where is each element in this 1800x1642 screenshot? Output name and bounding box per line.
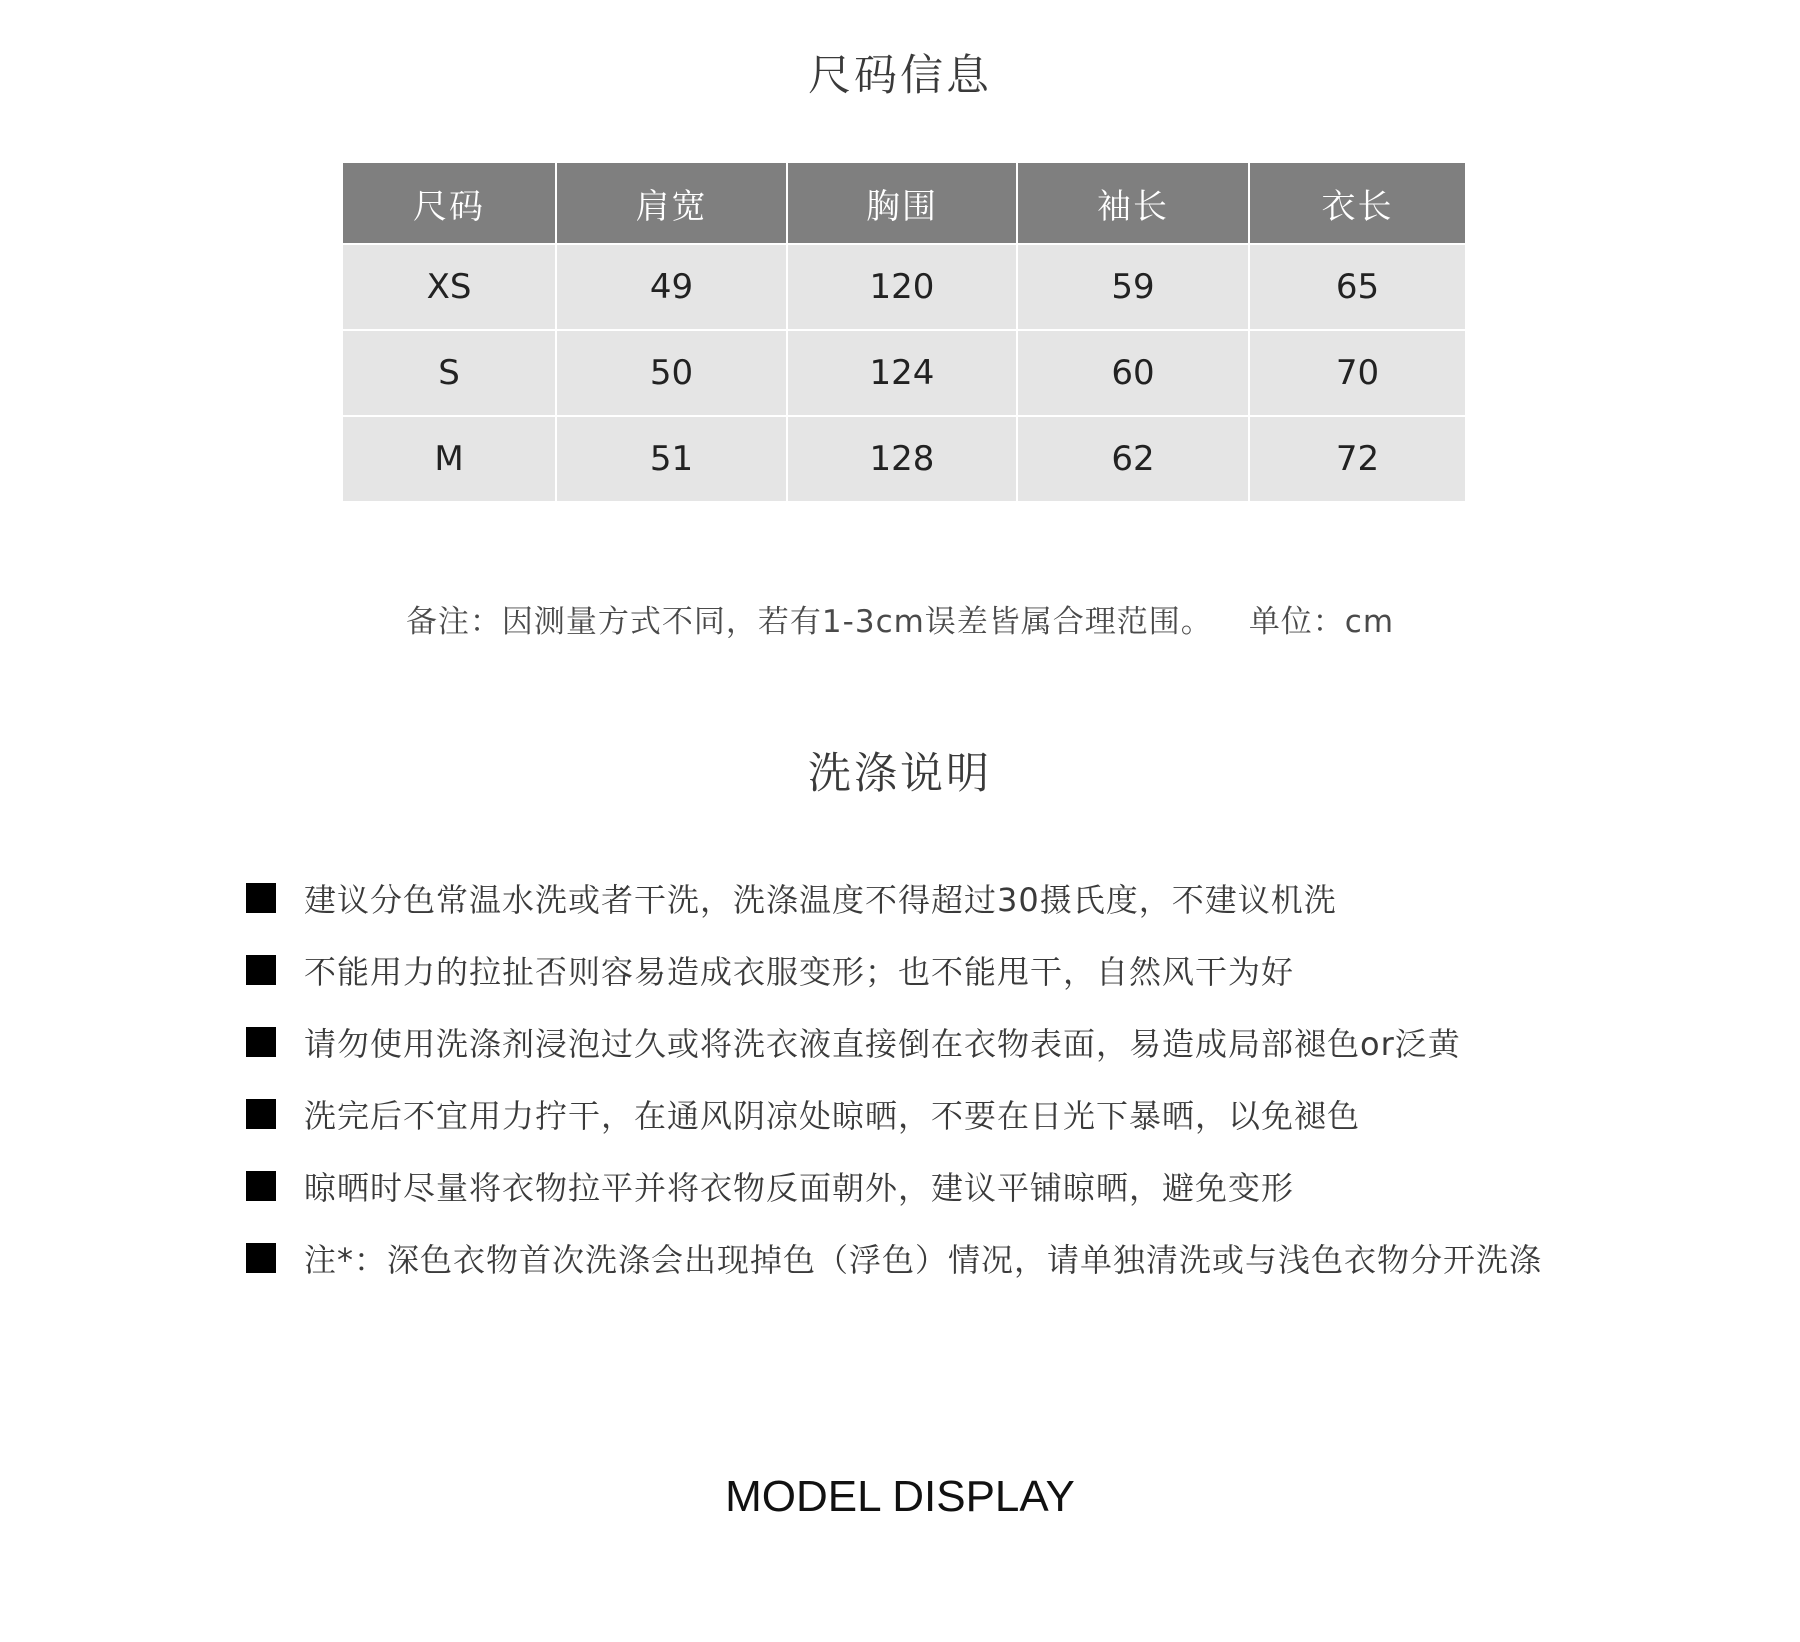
table-row xyxy=(343,416,1465,501)
wash-instructions-list xyxy=(246,862,1542,1294)
list-item-text: 建议分色常温水洗或者干洗，洗涤温度不得超过30摄氏度，不建议机洗 xyxy=(304,881,1337,919)
list-item-text: 注*：深色衣物首次洗涤会出现掉色（浮色）情况，请单独清洗或与浅色衣物分开洗涤 xyxy=(304,1241,1543,1279)
header-chest: 胸围 xyxy=(787,163,1017,244)
square-bullet-icon xyxy=(246,883,276,913)
wash-instructions-title: 洗涤说明 xyxy=(808,749,992,799)
header-sleeve-length: 袖长 xyxy=(1017,163,1249,244)
header-shoulder-width: 肩宽 xyxy=(556,163,787,244)
header-size: 尺码 xyxy=(343,163,556,244)
table-cell: XS xyxy=(343,244,556,330)
table-cell: 62 xyxy=(1017,416,1249,501)
table-cell: 72 xyxy=(1249,416,1465,501)
table-row xyxy=(343,330,1465,416)
size-info-title: 尺码信息 xyxy=(808,51,992,101)
square-bullet-icon xyxy=(246,955,276,985)
list-item-text: 请勿使用洗涤剂浸泡过久或将洗衣液直接倒在衣物表面，易造成局部褪色or泛黄 xyxy=(304,1025,1461,1063)
list-item xyxy=(246,1150,1542,1222)
list-item xyxy=(246,1222,1542,1294)
table-cell: 49 xyxy=(556,244,787,330)
table-cell: 51 xyxy=(556,416,787,501)
table-cell: 60 xyxy=(1017,330,1249,416)
table-cell: 124 xyxy=(787,330,1017,416)
unit-text: 单位：cm xyxy=(1248,604,1395,640)
square-bullet-icon xyxy=(246,1171,276,1201)
note-text: 备注：因测量方式不同，若有1-3cm误差皆属合理范围。 xyxy=(405,604,1213,640)
model-display-title: MODEL DISPLAY xyxy=(725,1472,1075,1521)
table-cell: 70 xyxy=(1249,330,1465,416)
list-item-text: 洗完后不宜用力拧干，在通风阴凉处晾晒，不要在日光下暴晒，以免褪色 xyxy=(304,1097,1361,1135)
square-bullet-icon xyxy=(246,1243,276,1273)
list-item-text: 不能用力的拉扯否则容易造成衣服变形；也不能甩干，自然风干为好 xyxy=(304,953,1295,991)
list-item xyxy=(246,862,1542,934)
measurement-note xyxy=(0,596,1800,641)
list-item xyxy=(246,1006,1542,1078)
table-cell: 50 xyxy=(556,330,787,416)
table-cell: 59 xyxy=(1017,244,1249,330)
table-cell: 120 xyxy=(787,244,1017,330)
table-cell: S xyxy=(343,330,556,416)
table-cell: 65 xyxy=(1249,244,1465,330)
size-table xyxy=(343,163,1465,501)
square-bullet-icon xyxy=(246,1027,276,1057)
list-item-text: 晾晒时尽量将衣物拉平并将衣物反面朝外，建议平铺晾晒，避免变形 xyxy=(304,1169,1295,1207)
table-cell: 128 xyxy=(787,416,1017,501)
square-bullet-icon xyxy=(246,1099,276,1129)
list-item xyxy=(246,934,1542,1006)
table-cell: M xyxy=(343,416,556,501)
table-row xyxy=(343,244,1465,330)
header-garment-length: 衣长 xyxy=(1249,163,1465,244)
size-table-header-row xyxy=(343,163,1465,244)
list-item xyxy=(246,1078,1542,1150)
